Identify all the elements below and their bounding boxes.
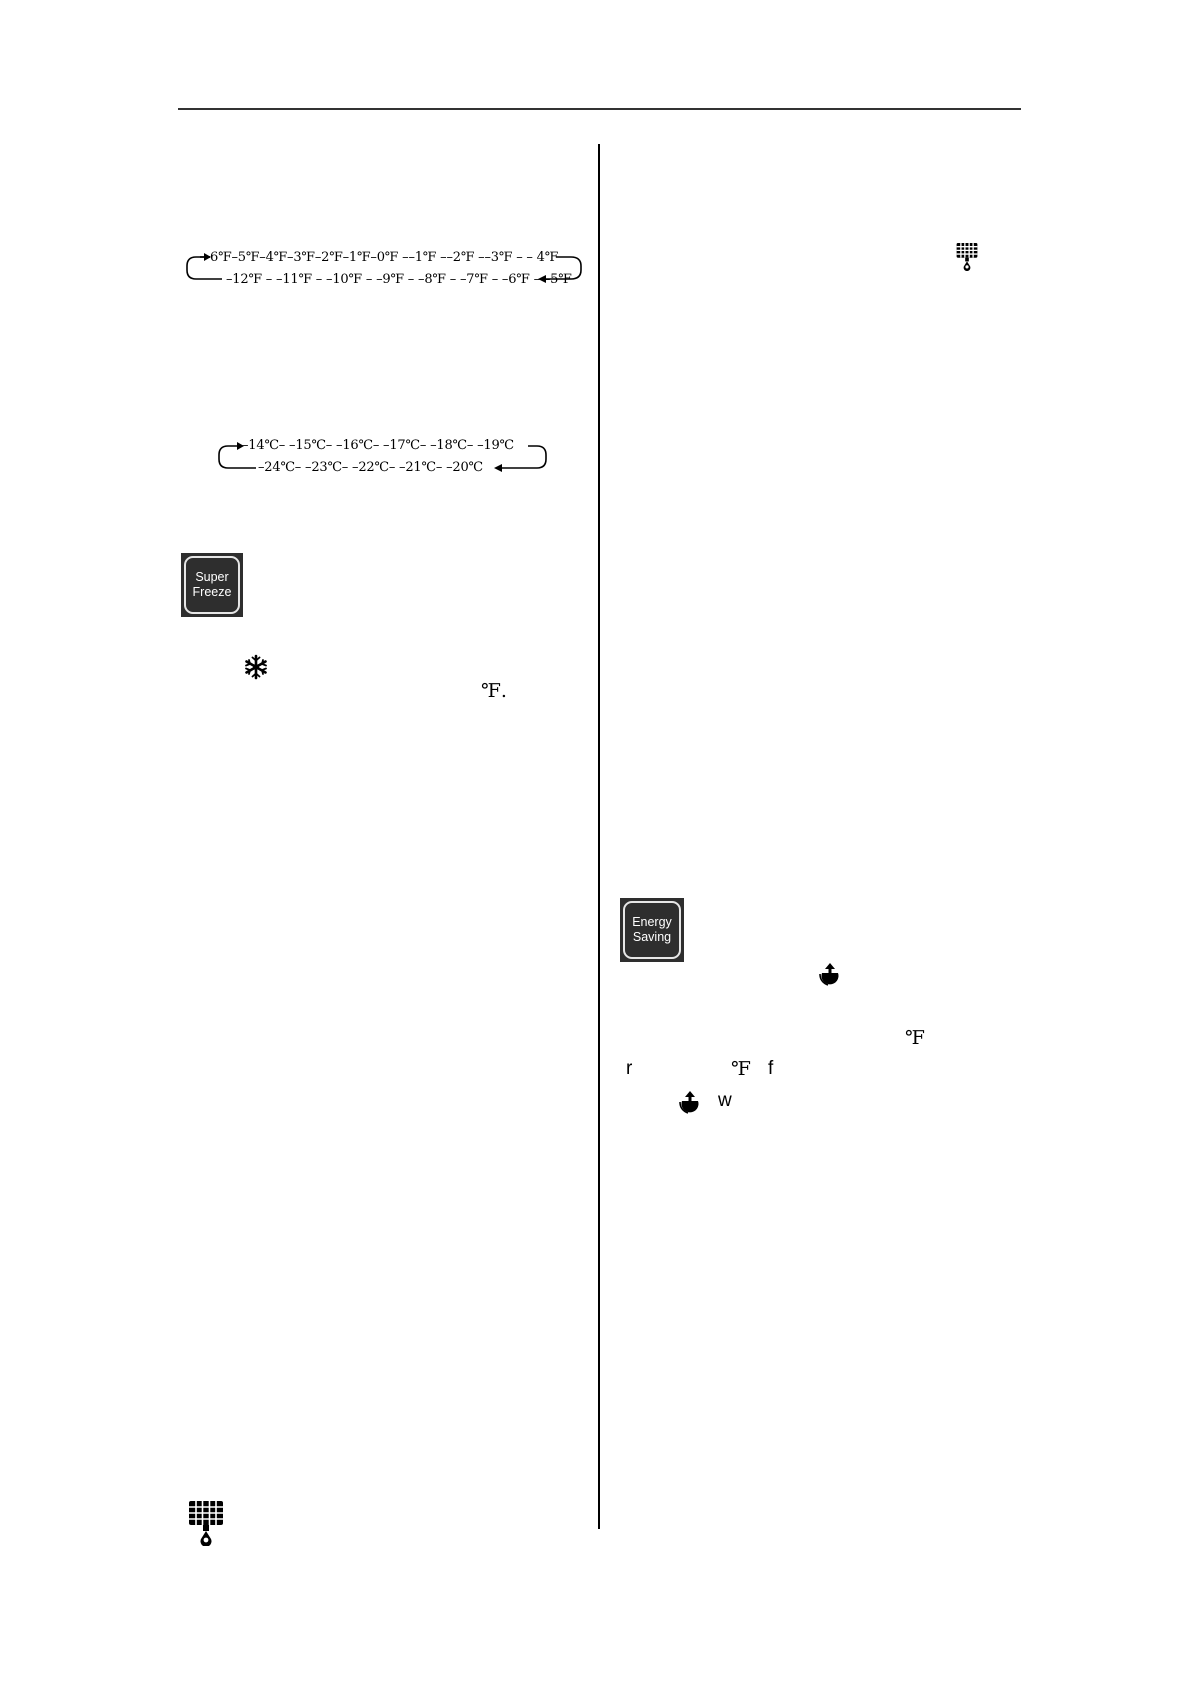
- celsius-cycle-top-row: –14℃– –15℃– –16℃– –17℃– –18℃– –19℃: [242, 438, 514, 453]
- column-divider: [598, 144, 600, 1529]
- super-freeze-button-face: [184, 556, 240, 614]
- header-rule: [178, 108, 1021, 110]
- ice-maker-icon: [188, 1500, 224, 1546]
- text-fragment-f: f: [768, 1058, 774, 1079]
- energy-saving-button[interactable]: [620, 898, 684, 962]
- fahrenheit-unit-text: ℉: [905, 1027, 925, 1049]
- text-fragment-r: r: [626, 1058, 633, 1079]
- energy-saving-button-face: [623, 901, 681, 959]
- energy-saving-icon: [818, 962, 842, 988]
- super-freeze-label-line1: Super: [195, 570, 229, 584]
- celsius-cycle-diagram: [218, 438, 548, 480]
- fahrenheit-unit-text: ℉: [731, 1058, 751, 1080]
- super-freeze-label-line2: Freeze: [192, 585, 232, 599]
- super-freeze-button[interactable]: [181, 553, 243, 617]
- fahrenheit-cycle-top-row: 6℉–5℉–4℉–3℉–2℉–1℉–0℉ ––1℉ ––2℉ ––3℉ – – 4℉: [210, 250, 559, 265]
- fahrenheit-cycle-diagram: [186, 250, 582, 290]
- fahrenheit-unit-text: ℉.: [481, 680, 507, 702]
- celsius-cycle-bottom-row: –24℃– –23℃– –22℃– –21℃– –20℃: [258, 460, 483, 475]
- energy-saving-icon: [678, 1090, 702, 1116]
- text-fragment-w: w: [718, 1090, 732, 1111]
- snowflake-icon: [243, 654, 269, 680]
- energy-saving-label-line1: Energy: [632, 915, 672, 929]
- fahrenheit-cycle-bottom-row: –12℉ – –11℉ – –10℉ – –9℉ – –8℉ – –7℉ – –6℉ – –5℉: [226, 272, 572, 287]
- energy-saving-label-line2: Saving: [632, 930, 672, 944]
- ice-maker-icon: [956, 242, 978, 271]
